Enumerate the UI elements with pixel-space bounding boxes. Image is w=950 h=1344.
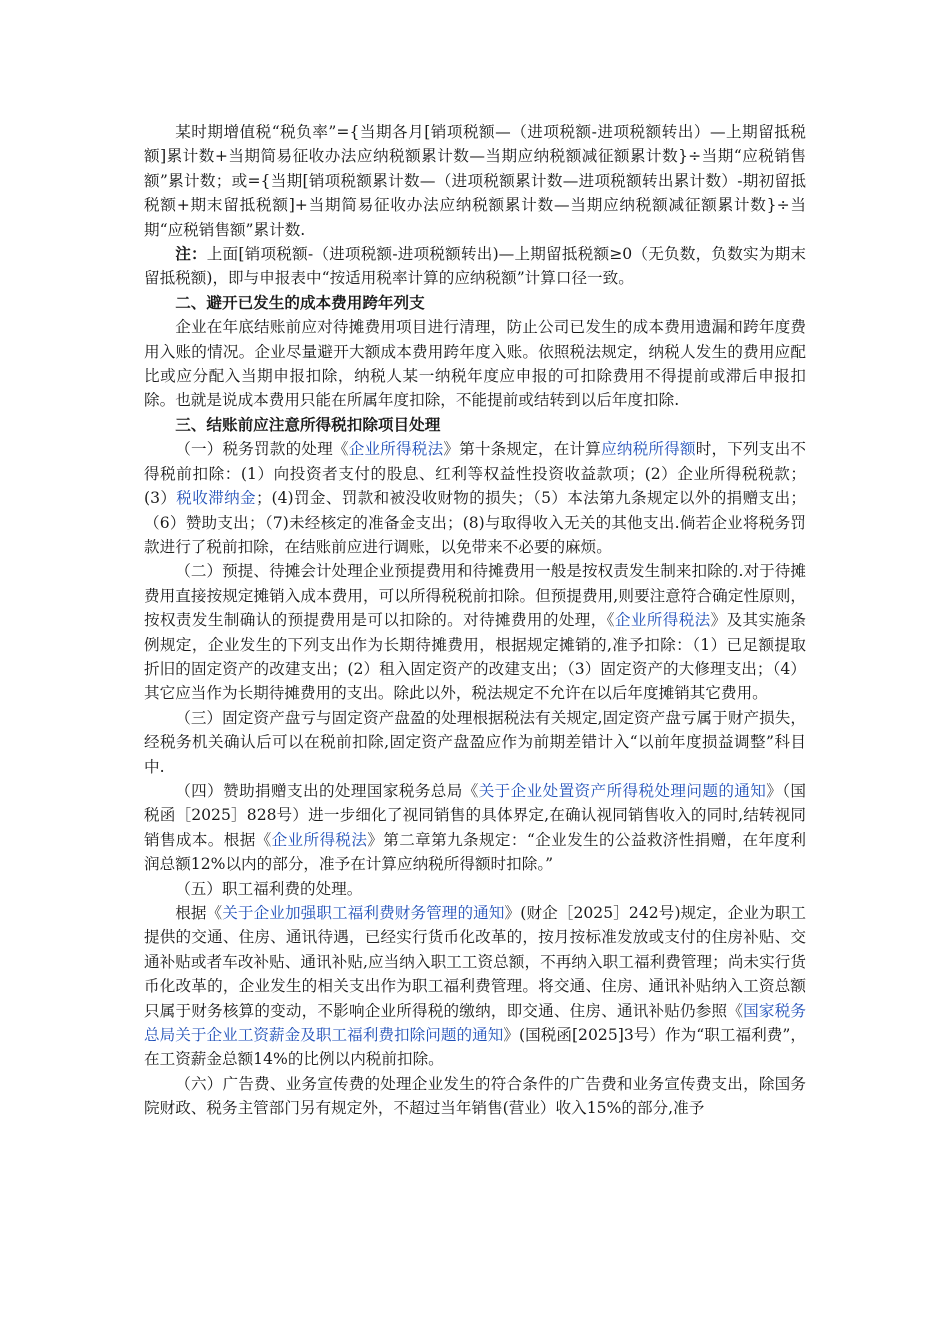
note-label: 注： (175, 244, 207, 264)
text-run: 》第十条规定，在计算 (443, 440, 602, 459)
reference-link[interactable]: 企业所得税法 (614, 611, 711, 630)
text-run: 某时期增值税“税负率”={当期各月[销项税额—（进项税额-进项税额转出）—上期留抵税额]累计数+当期简易征收办法应纳税额累计数—当期应纳税额减征额累计数}÷当期“应税销售额”累计数；或={当期[销项税额累计数—（进项税额累计数—进项税额转出累计数）-期初留抵税额+期末留抵税额]+当期简易征收办法应纳税额累计数—当期应纳税额减征额累计数}÷当期“应税销售额”累计数. (144, 123, 806, 239)
reference-link[interactable]: 关于企业加强职工福利费财务管理的通知 (222, 904, 505, 922)
text-run: 》第二章第九条规定：“企业发生的公益救济性捐赠，在年度利润总额12%以内的部分，准予在计算应纳税所得额时扣除。” (144, 830, 806, 874)
text-run: 》及其实施条例规定，企业发生的下列支出作为长期待摊费用，根据规定摊销的,准予扣除：（1）已足额提取折旧的固定资产的改建支出；(2）租入固定资产的改建支出；（3）固定资产的大修理支出；（4）其它应当作为长期待摊费用的支出。除此以外，税法规定不允许在以后年度摊销其它费用。 (144, 611, 806, 703)
text-run: （二）预提、待摊会计处理企业预提费用和待摊费用一般是按权责发生制来扣除的.对于待摊费用直接按规定摊销入成本费用，可以所得税税前扣除。但预提费用,则要注意符合确定性原则，按权责发生制确认的预提费用是可以扣除的。对待摊费用的处理，《 (144, 562, 806, 630)
paragraph (144, 242, 806, 291)
reference-link[interactable]: 国家税务总局关于企业工资薪金及职工福利费扣除问题的通知 (144, 1001, 806, 1045)
text-run: 》（国税函［2025］828号）进一步细化了视同销售的具体界定,在确认视同销售收入的同时,结转视同销售成本。根据《 (144, 781, 806, 849)
paragraph (144, 437, 806, 559)
paragraph (144, 315, 806, 413)
paragraph (144, 706, 806, 779)
text-run: （五）职工福利费的处理。 (175, 879, 363, 898)
paragraph (144, 120, 806, 242)
paragraph (144, 779, 806, 877)
paragraph (144, 877, 806, 901)
reference-link[interactable]: 企业所得税法 (348, 440, 444, 459)
text-run: 》(国税函[2025]3号）作为“职工福利费”，在工资薪金总额14%的比例以内税前扣除。 (144, 1026, 806, 1069)
reference-link[interactable]: 税收滞纳金 (176, 489, 256, 508)
text-run: 上面[销项税额-（进项税额-进项税额转出)—上期留抵税额≥0（无负数，负数实为期末留抵税额)，即与申报表中“按适用税率计算的应纳税额”计算口径一致。 (144, 245, 806, 288)
text-run: （六）广告费、业务宣传费的处理企业发生的符合条件的广告费和业务宣传费支出，除国务院财政、税务主管部门另有规定外，不超过当年销售(营业）收入15%的部分,准予 (144, 1074, 806, 1118)
section-heading: 二、避开已发生的成本费用跨年列支 (175, 292, 425, 312)
text-run: 》(财企［2025］242号)规定，企业为职工提供的交通、住房、通讯待遇，已经实行货币化改革的，按月按标准发放或支付的住房补贴、交通补贴或者车改补贴、通讯补贴,应当纳入职工工资总额，不再纳入职工福利费管理；尚未实行货币化改革的，企业发生的相关支出作为职工福利费管理。将交通、住房、通讯补贴纳入工资总额只属于财务核算的变动，不影响企业所得税的缴纳，即交通、住房、通讯补贴仍参照《 (144, 904, 806, 1020)
text-run: （一）税务罚款的处理《 (175, 440, 349, 459)
paragraph (144, 901, 806, 1072)
reference-link[interactable]: 应纳税所得额 (601, 440, 696, 459)
section-heading: 三、结账前应注意所得税扣除项目处理 (175, 414, 441, 434)
text-run: 根据《 (175, 904, 223, 922)
text-run: 企业在年底结账前应对待摊费用项目进行清理，防止公司已发生的成本费用遗漏和跨年度费用入账的情况。企业尽量避开大额成本费用跨年度入账。依照税法规定，纳税人发生的费用应配比或应分配入当期申报扣除，纳税人某一纳税年度应申报的可扣除费用不得提前或滞后申报扣除。也就是说成本费用只能在所属年度扣除，不能提前或结转到以后年度扣除. (144, 318, 806, 410)
text-run: 时，下列支出不得税前扣除：(1）向投资者支付的股息、红利等权益性投资收益款项；(2）企业所得税税款；(3） (144, 440, 806, 508)
text-run: ；(4)罚金、罚款和被没收财物的损失；（5）本法第九条规定以外的捐赠支出；（6）赞助支出；（7)未经核定的准备金支出；(8)与取得收入无关的其他支出.倘若企业将税务罚款进行了税前扣除，在结账前应进行调账，以免带来不必要的麻烦。 (144, 489, 806, 556)
document-body (144, 120, 806, 1121)
text-run: （四）赞助捐赠支出的处理国家税务总局《 (175, 781, 479, 800)
text-run: （三）固定资产盘亏与固定资产盘盈的处理根据税法有关规定,固定资产盘亏属于财产损失，经税务机关确认后可以在税前扣除,固定资产盘盈应作为前期差错计入“以前年度损益调整”科目中. (144, 708, 806, 776)
reference-link[interactable]: 关于企业处置资产所得税处理问题的通知 (478, 781, 767, 800)
reference-link[interactable]: 企业所得税法 (271, 830, 368, 849)
paragraph (144, 1072, 806, 1121)
paragraph (144, 559, 806, 705)
